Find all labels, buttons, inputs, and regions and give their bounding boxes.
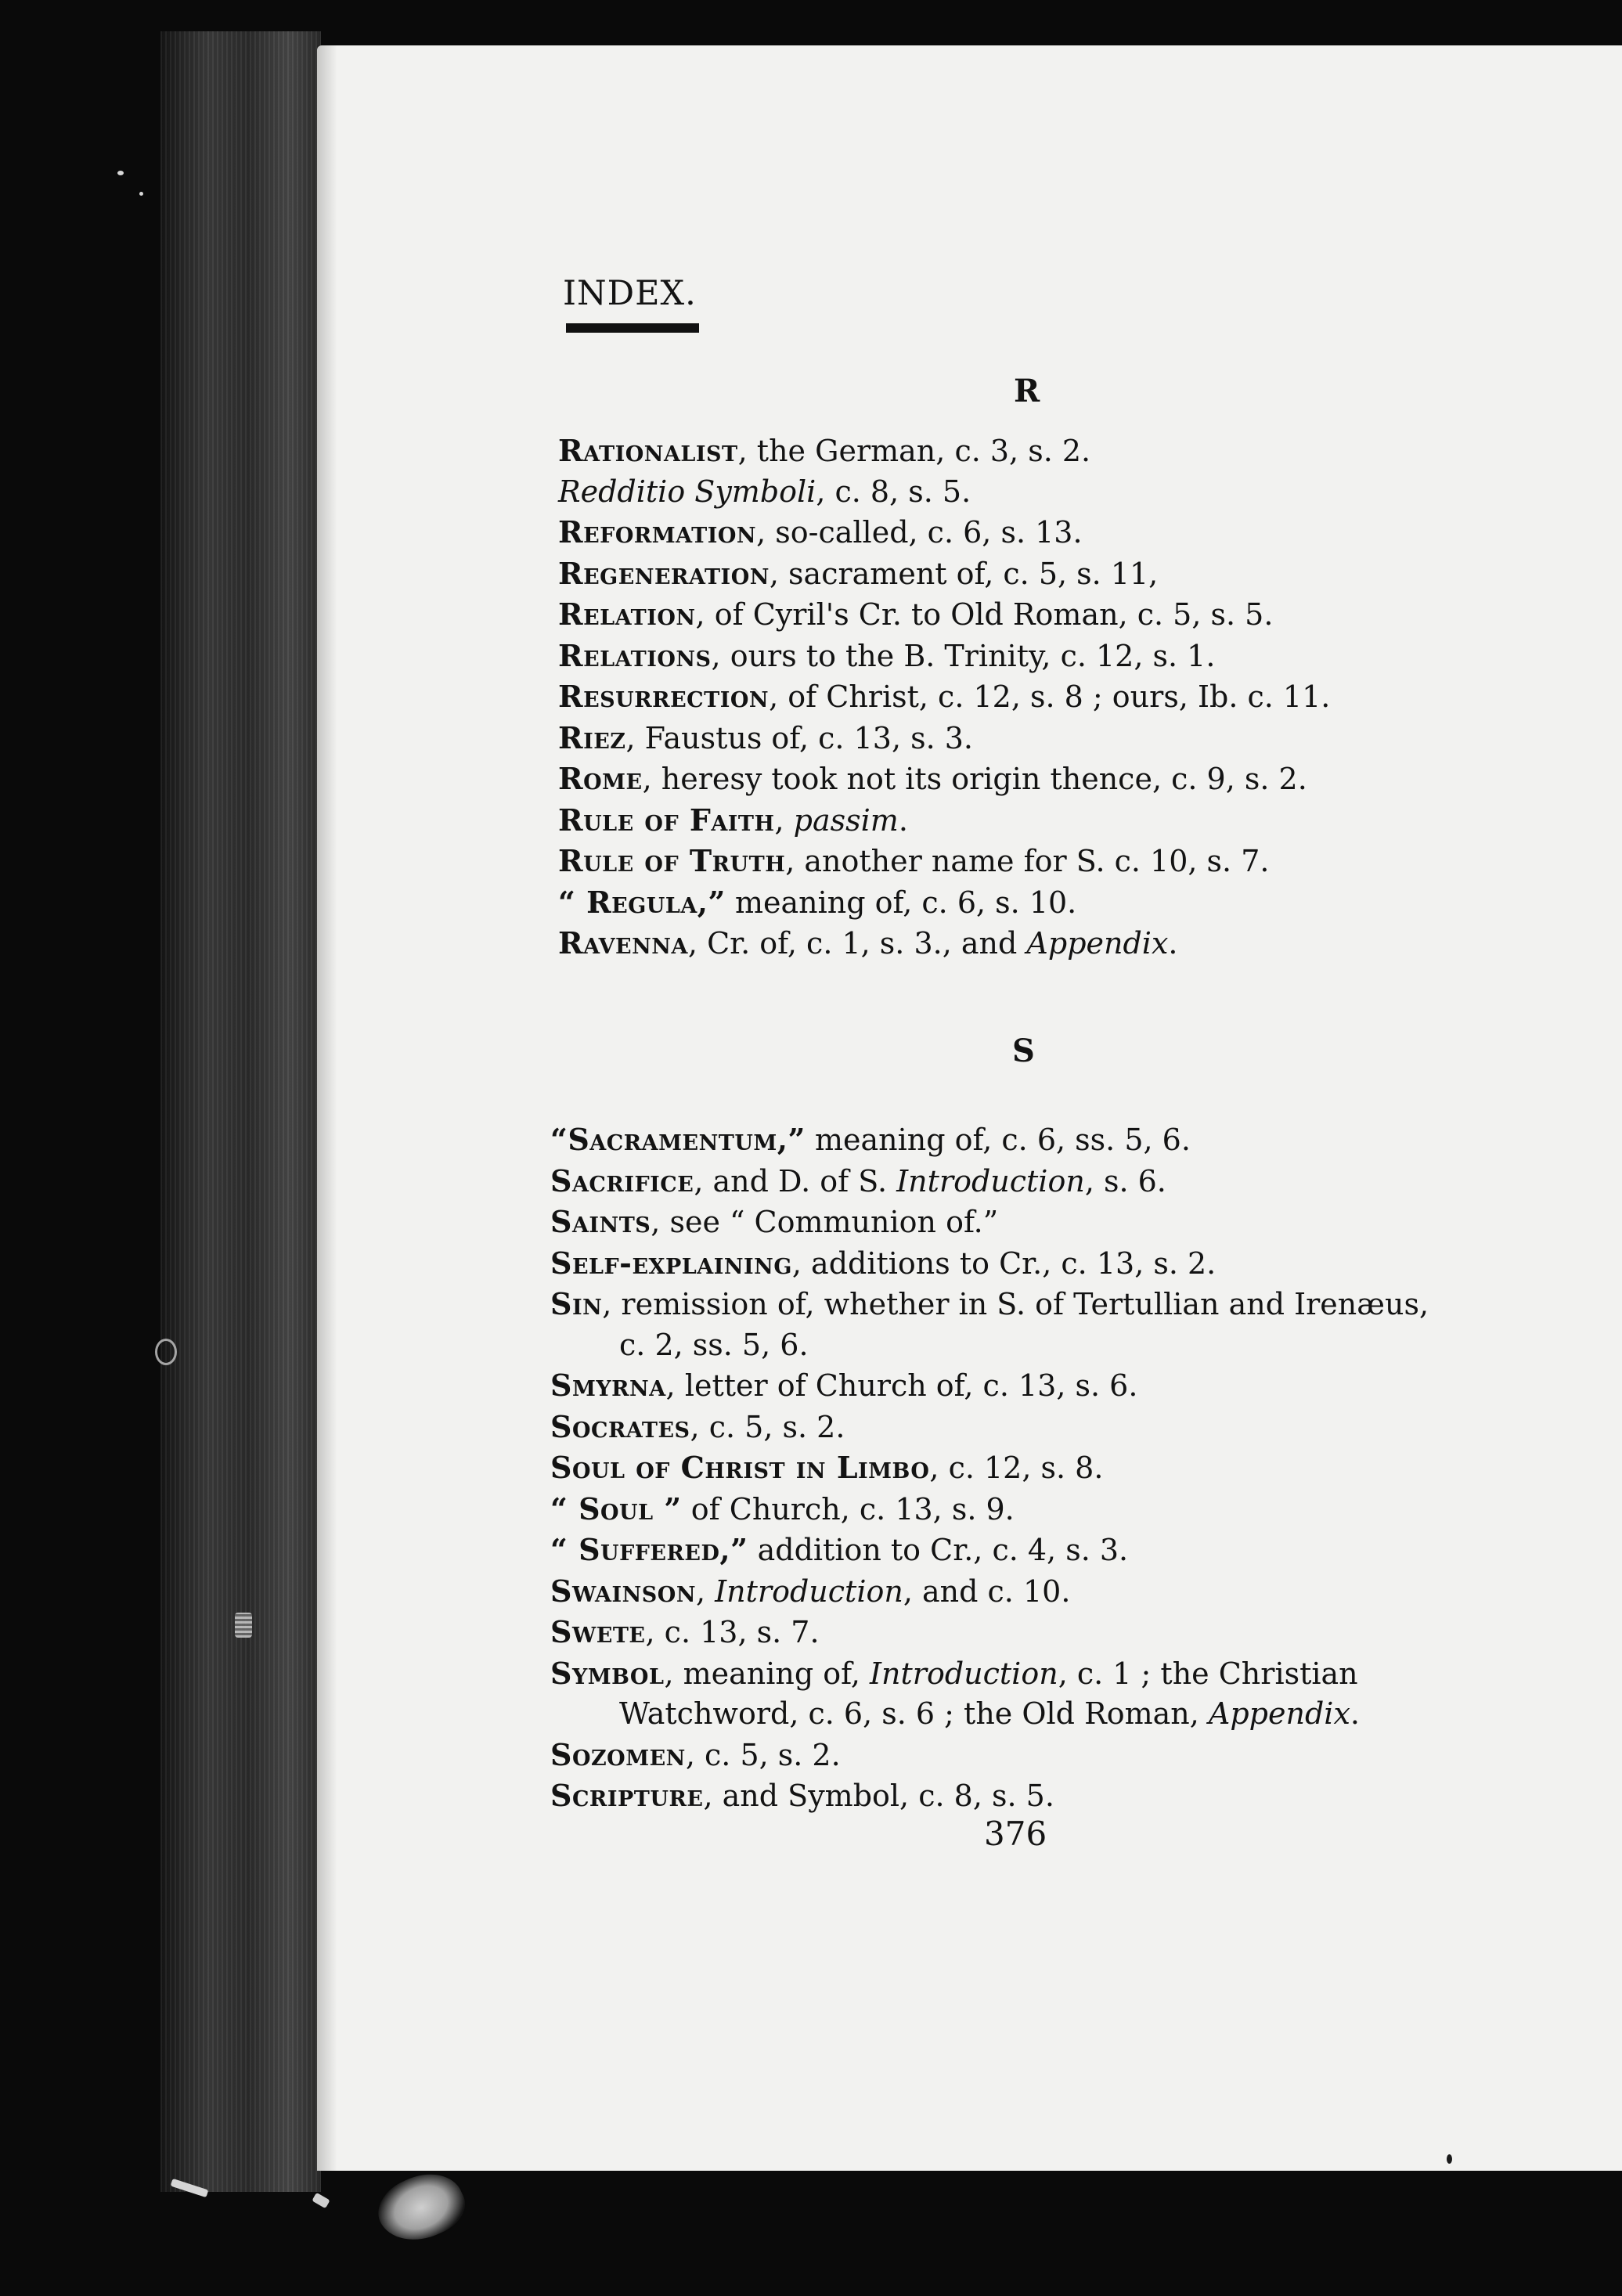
entry-headword: Rationalist <box>558 433 738 468</box>
entry-reference: , another name for S. c. 10, s. 7. <box>785 844 1270 878</box>
entry-reference: , additions to Cr., c. 13, s. 2. <box>791 1245 1216 1281</box>
index-entry-redditio-symboli <box>558 472 1330 513</box>
index-entry-soul-of-christ <box>550 1447 1429 1489</box>
index-entry-sin-continued <box>550 1325 1429 1366</box>
entry-headword: Reformation <box>558 514 757 550</box>
heading-rule <box>566 323 699 333</box>
index-heading: INDEX. <box>563 274 697 313</box>
entry-reference: , and D. of S. <box>694 1163 897 1198</box>
spine-texture <box>160 31 321 2192</box>
entry-reference: , ours to the B. Trinity, c. 12, s. 1. <box>711 638 1216 673</box>
entry-reference: , <box>774 802 794 838</box>
index-entry-symbol-continued <box>550 1694 1429 1735</box>
entry-headword: Swete <box>550 1614 646 1649</box>
entry-headword: Rule of Faith <box>558 802 775 838</box>
index-entry-rationalist <box>558 431 1330 472</box>
entry-headword: Regeneration <box>558 555 770 591</box>
scan-speck <box>1447 2154 1452 2164</box>
index-entry-resurrection <box>558 676 1330 718</box>
index-entry-soul <box>550 1489 1429 1530</box>
entry-reference: addition to Cr., c. 4, s. 3. <box>748 1533 1129 1567</box>
entry-reference: , Cr. of, c. 1, s. 3., and <box>687 926 1027 961</box>
index-entry-relation <box>558 594 1330 636</box>
index-entry-saints <box>550 1202 1429 1243</box>
entry-headword: Redditio Symboli <box>558 474 816 509</box>
entry-headword: “Sacramentum,” <box>550 1122 806 1157</box>
index-entry-socrates <box>550 1407 1429 1448</box>
entry-reference: , remission of, whether in S. of Tertullian and Irenæus, <box>602 1287 1429 1321</box>
entry-reference: , see “ Communion of.” <box>651 1205 999 1239</box>
entry-reference: , c. 5, s. 2. <box>685 1737 841 1772</box>
entry-reference: . <box>898 802 908 838</box>
index-entry-suffered <box>550 1530 1429 1571</box>
entry-reference: , c. 8, s. 5. <box>816 474 971 509</box>
entry-reference: , meaning of, <box>664 1656 870 1691</box>
index-entry-sacrifice <box>550 1161 1429 1202</box>
entry-headword: Self-explaining <box>550 1245 792 1281</box>
entry-headword: Saints <box>550 1204 651 1239</box>
entry-headword: Sin <box>550 1286 603 1321</box>
entry-reference: , c. 5, s. 2. <box>690 1409 845 1444</box>
entry-headword: Sozomen <box>550 1736 686 1772</box>
entry-reference-italic: Introduction <box>715 1573 903 1609</box>
index-entry-riez <box>558 718 1330 759</box>
entry-reference: , c. 13, s. 7. <box>645 1615 820 1649</box>
scan-ring-mark <box>155 1339 177 1365</box>
entry-reference-italic: Appendix <box>1026 926 1169 961</box>
index-entry-regula <box>558 882 1330 924</box>
index-entries-s <box>550 1119 1429 1817</box>
index-entries-r <box>558 431 1330 964</box>
entry-reference: , and c. 10. <box>903 1573 1071 1609</box>
index-entry-reformation <box>558 512 1330 553</box>
entry-reference-italic: Introduction <box>870 1656 1058 1691</box>
entry-reference: meaning of, c. 6, ss. 5, 6. <box>805 1123 1191 1157</box>
entry-headword: Rome <box>558 761 643 796</box>
entry-reference: , so-called, c. 6, s. 13. <box>756 515 1083 550</box>
entry-reference: c. 2, ss. 5, 6. <box>619 1327 809 1362</box>
entry-headword: Rule of Truth <box>558 843 786 878</box>
entry-reference: , and Symbol, c. 8, s. 5. <box>703 1779 1054 1813</box>
entry-headword: Resurrection <box>558 679 770 714</box>
entry-headword: Swainson <box>550 1573 696 1609</box>
section-letter-r: R <box>1014 373 1040 409</box>
entry-headword: Relation <box>558 597 696 632</box>
entry-reference: of Church, c. 13, s. 9. <box>681 1491 1015 1526</box>
page-paper <box>317 45 1622 2171</box>
index-entry-sin <box>550 1284 1429 1325</box>
index-entry-rule-of-faith <box>558 800 1330 842</box>
entry-reference: , of Cyril's Cr. to Old Roman, c. 5, s. 5. <box>695 597 1274 632</box>
entry-reference: . <box>1168 926 1178 961</box>
entry-headword: Socrates <box>550 1408 690 1444</box>
entry-reference: , of Christ, c. 12, s. 8 ; ours, Ib. c. 11. <box>769 679 1331 714</box>
entry-headword: “ Soul ” <box>550 1490 682 1526</box>
entry-reference: , s. 6. <box>1084 1163 1166 1198</box>
entry-reference: , c. 12, s. 8. <box>929 1451 1104 1485</box>
index-entry-smyrna <box>550 1365 1429 1407</box>
entry-reference: Watchword, c. 6, s. 6 ; the Old Roman, <box>619 1696 1209 1731</box>
entry-headword: Riez <box>558 719 626 755</box>
section-letter-s: S <box>1012 1033 1035 1069</box>
entry-headword: Soul of Christ in Limbo <box>550 1450 930 1485</box>
index-entry-scripture <box>550 1775 1429 1817</box>
index-entry-sacramentum <box>550 1119 1429 1161</box>
page-number: 376 <box>984 1815 1047 1853</box>
scan-smudge <box>235 1613 252 1638</box>
page-gutter-shadow <box>317 45 337 2171</box>
index-entry-rule-of-truth <box>558 841 1330 882</box>
scan-debris <box>312 2193 330 2208</box>
entry-reference: , letter of Church of, c. 13, s. 6. <box>665 1368 1138 1403</box>
scan-speck <box>117 171 124 175</box>
entry-reference-italic: passim <box>793 802 899 838</box>
entry-reference: meaning of, c. 6, s. 10. <box>725 885 1077 920</box>
index-entry-swete <box>550 1612 1429 1653</box>
entry-reference-italic: Appendix <box>1208 1696 1350 1731</box>
entry-reference: , Faustus of, c. 13, s. 3. <box>625 720 974 755</box>
entry-reference: , the German, c. 3, s. 2. <box>737 434 1091 468</box>
entry-headword: Smyrna <box>550 1368 666 1403</box>
entry-reference: , <box>696 1573 715 1609</box>
entry-reference: , c. 1 ; the Christian <box>1058 1656 1358 1691</box>
entry-reference: , heresy took not its origin thence, c. 9, s. 2. <box>642 762 1307 796</box>
index-entry-sozomen <box>550 1735 1429 1776</box>
entry-headword: Symbol <box>550 1655 665 1691</box>
index-entry-self-explaining <box>550 1243 1429 1285</box>
scan-speck <box>139 192 143 196</box>
index-entry-regeneration <box>558 553 1330 595</box>
entry-reference: , sacrament of, c. 5, s. 11, <box>769 556 1159 591</box>
entry-reference-italic: Introduction <box>896 1163 1085 1198</box>
index-entry-relations <box>558 636 1330 677</box>
entry-reference: . <box>1350 1696 1360 1731</box>
entry-headword: “ Suffered,” <box>550 1532 748 1567</box>
scan-blot <box>369 2161 474 2255</box>
entry-headword: Ravenna <box>558 925 688 961</box>
entry-headword: “ Regula,” <box>558 884 726 920</box>
book-spine <box>160 31 321 2192</box>
index-entry-symbol <box>550 1653 1429 1695</box>
entry-headword: Relations <box>558 637 712 673</box>
index-entry-rome <box>558 759 1330 800</box>
entry-headword: Sacrifice <box>550 1162 694 1198</box>
index-entry-ravenna <box>558 923 1330 964</box>
entry-headword: Scripture <box>550 1778 704 1813</box>
index-entry-swainson <box>550 1571 1429 1613</box>
